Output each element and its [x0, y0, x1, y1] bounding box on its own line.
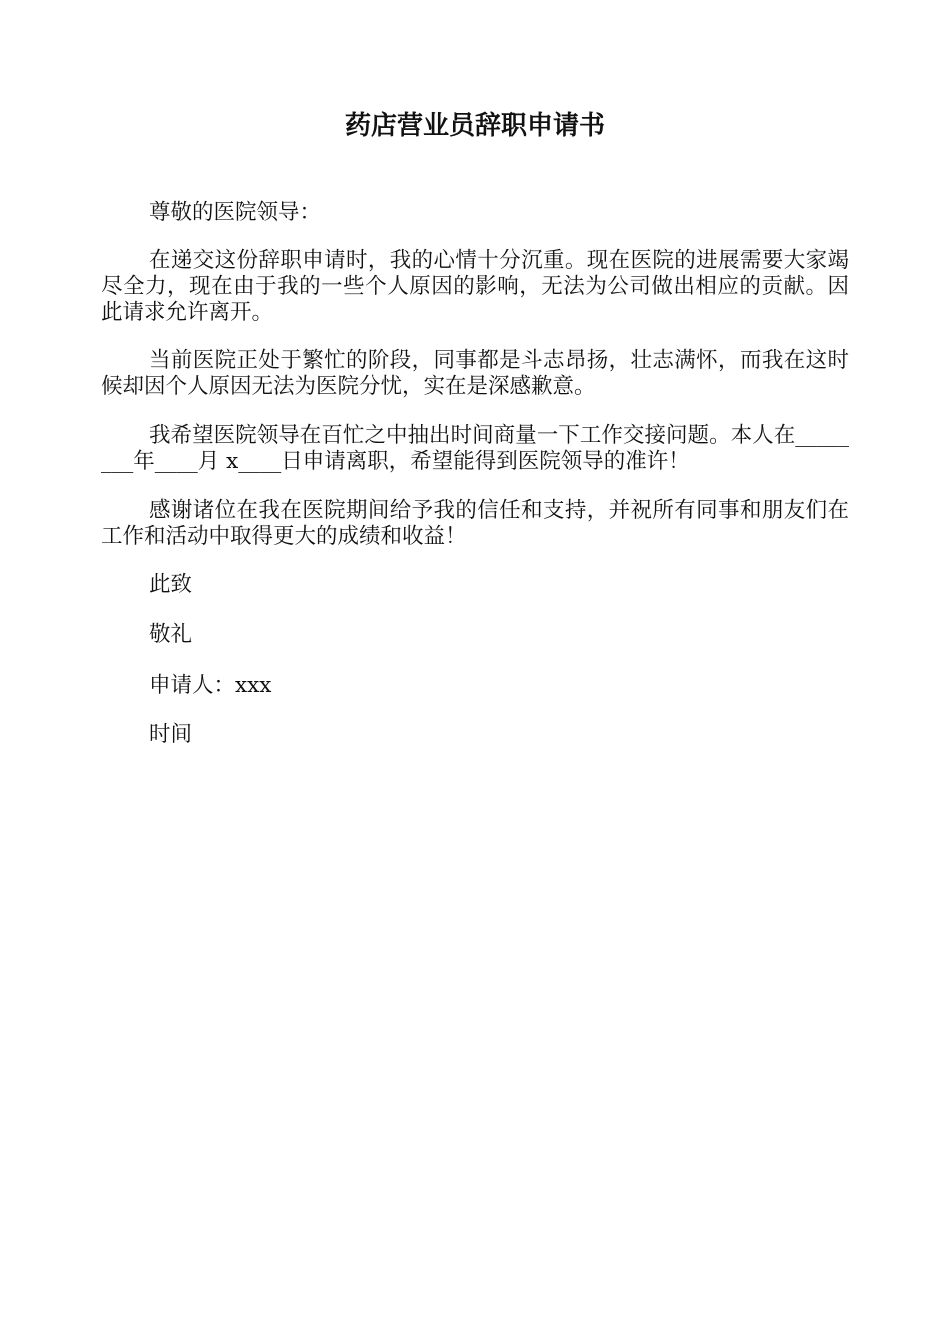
closing-line-2: 敬礼: [149, 622, 193, 647]
applicant-signature: 申请人：xxx: [149, 673, 272, 698]
date-label: 时间: [149, 722, 193, 747]
paragraph-1: 在递交这份辞职申请时，我的心情十分沉重。现在医院的进展需要大家竭尽全力，现在由于我的一些个人原因的影响，无法为公司做出相应的贡献。因此请求允许离开。: [101, 248, 849, 325]
paragraph-3: 我希望医院领导在百忙之中抽出时间商量一下工作交接问题。本人在________年____月 x____日申请离职，希望能得到医院领导的准许！: [101, 423, 849, 474]
document-title: 药店营业员辞职申请书: [344, 111, 605, 141]
paragraph-2: 当前医院正处于繁忙的阶段，同事都是斗志昂扬，壮志满怀，而我在这时候却因个人原因无法为医院分忧，实在是深感歉意。: [101, 348, 849, 399]
closing-line-1: 此致: [149, 572, 193, 597]
paragraph-4: 感谢诸位在我在医院期间给予我的信任和支持，并祝所有同事和朋友们在工作和活动中取得更大的成绩和收益！: [101, 498, 849, 549]
salutation: 尊敬的医院领导：: [149, 200, 322, 225]
